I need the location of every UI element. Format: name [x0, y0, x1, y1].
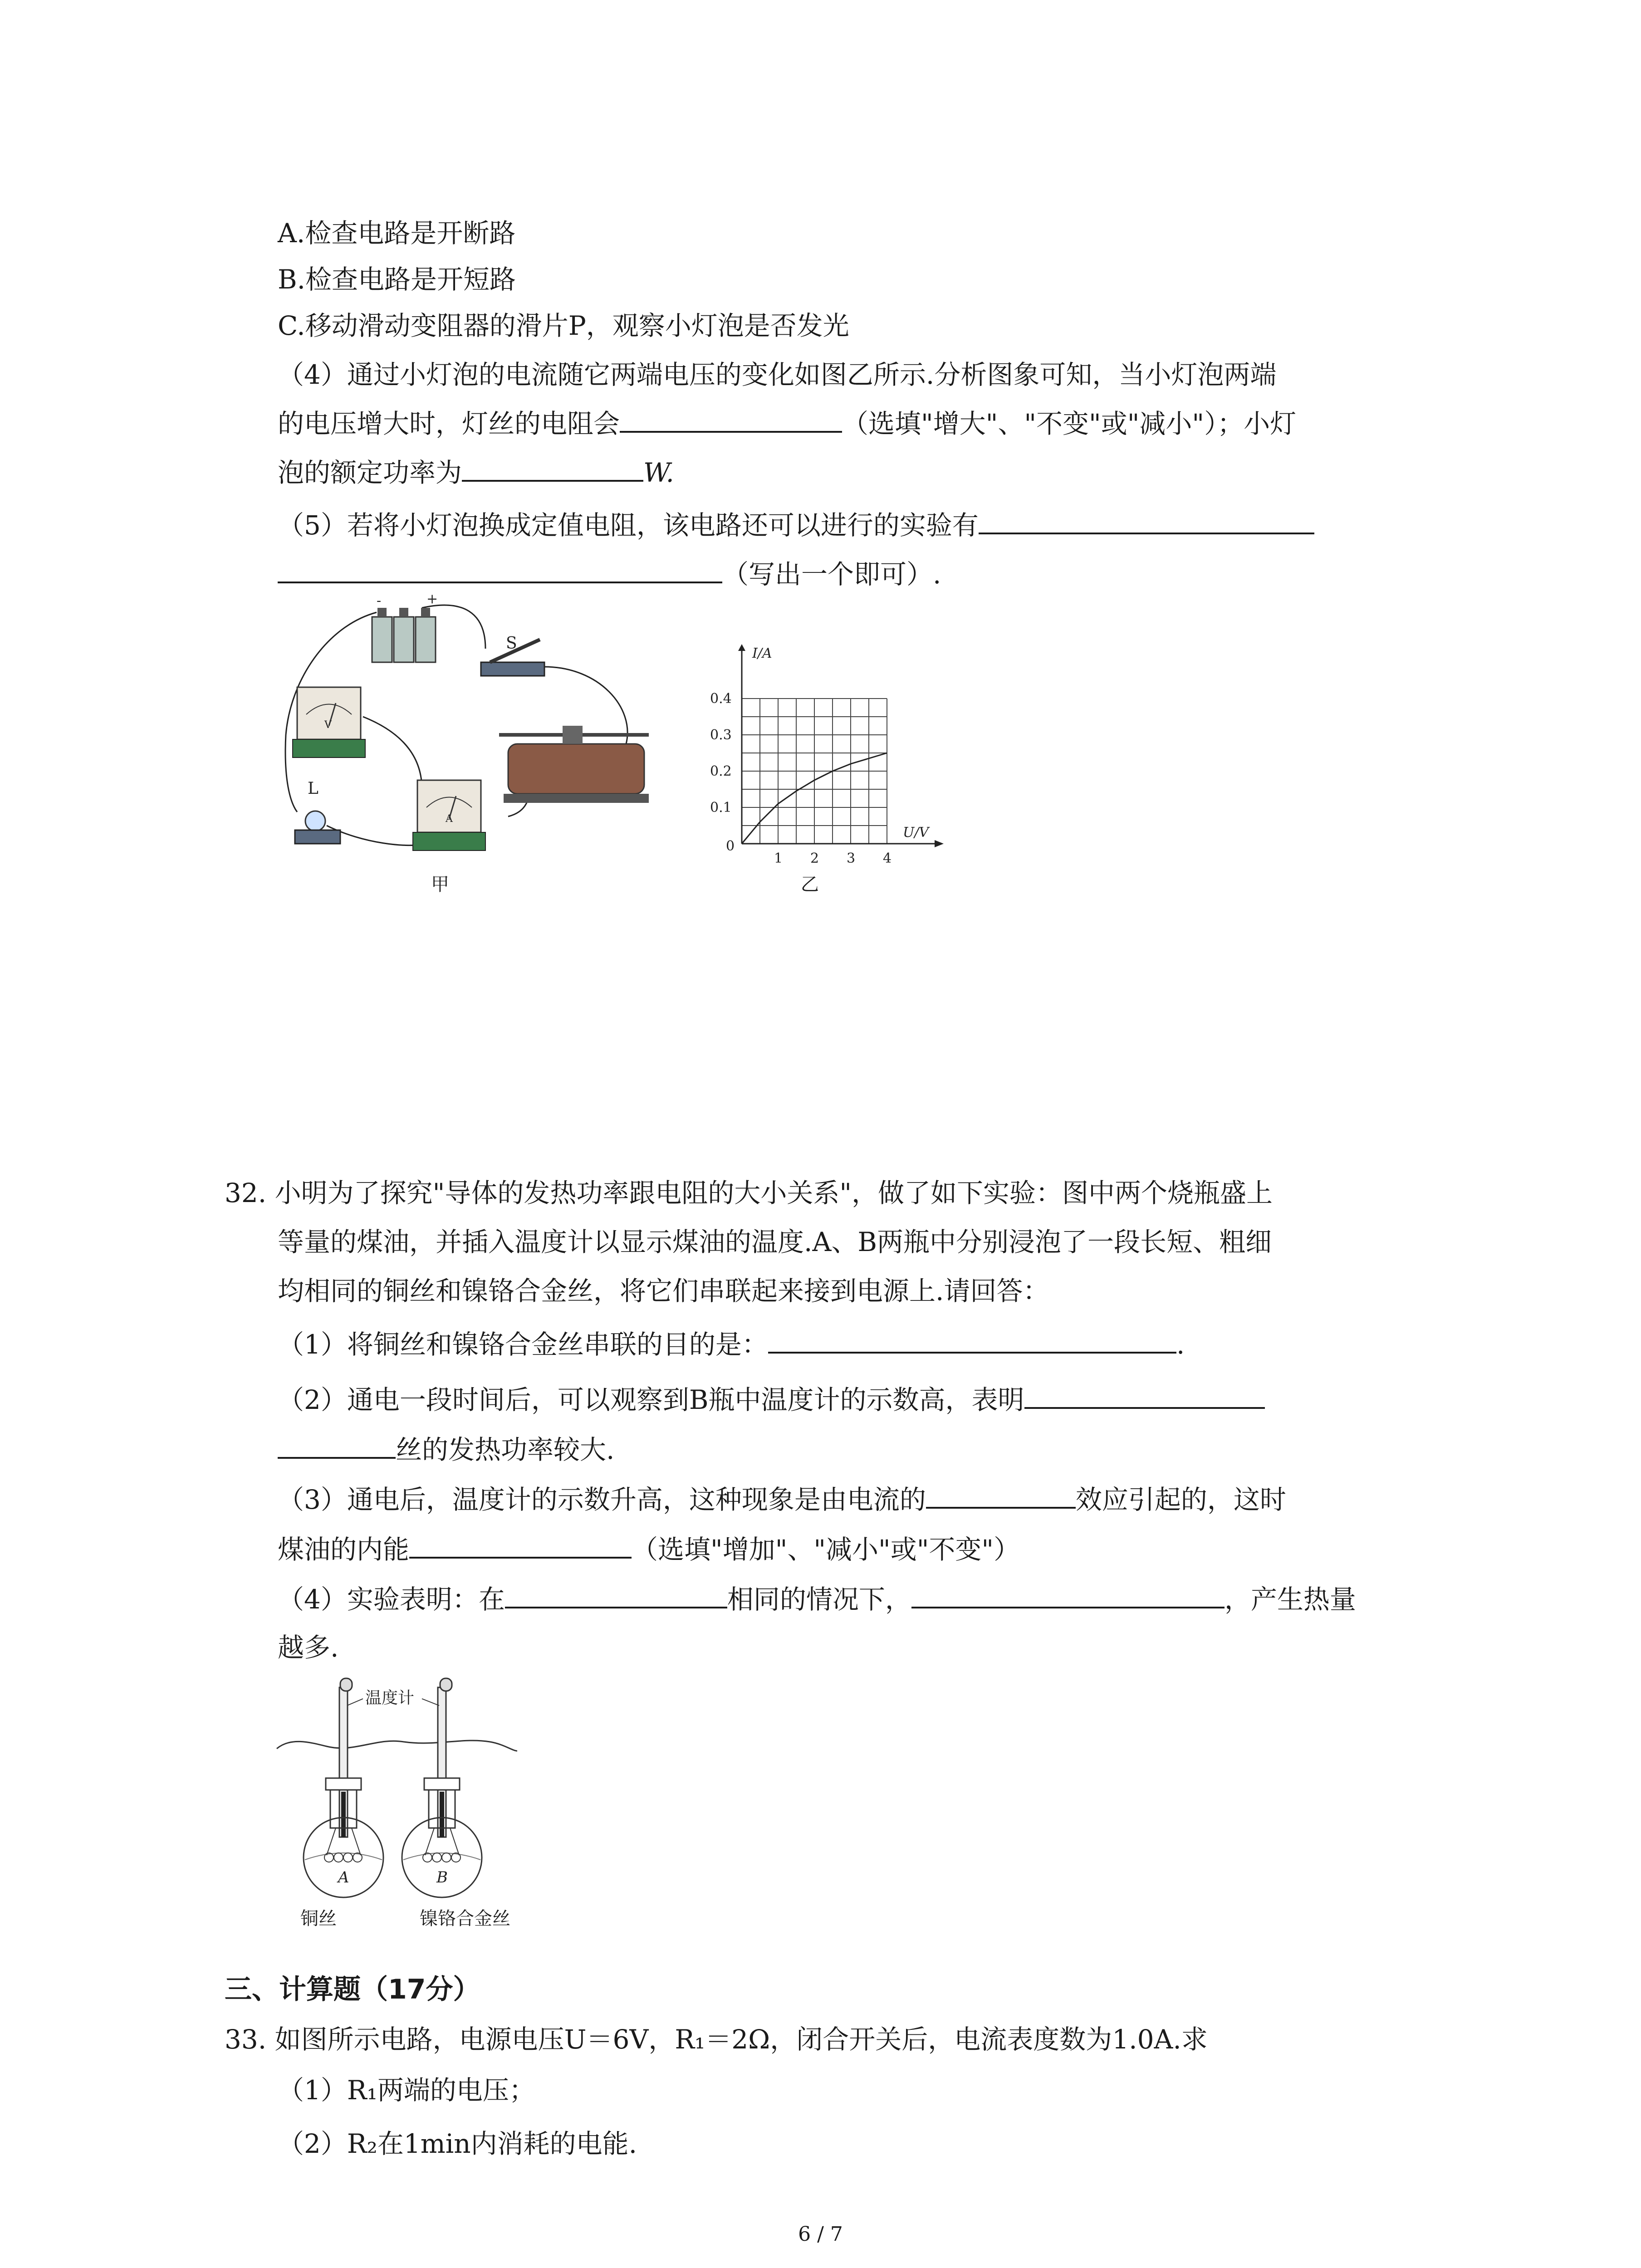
voltmeter-icon — [293, 687, 365, 758]
copper-wire-label: 铜丝 — [300, 1908, 337, 1929]
flask-a-label: A — [338, 1868, 349, 1887]
q31-part5-line2 — [278, 558, 941, 591]
q32-part4-line2: 越多. — [278, 1632, 339, 1663]
y-tick-label: 0.3 — [710, 727, 732, 743]
switch-label: S — [506, 634, 517, 653]
q31-part5-text: （5）若将小灯泡换成定值电阻，该电路还可以进行的实验有 — [278, 510, 979, 541]
section-heading: 三、计算题（17分） — [225, 1974, 480, 2005]
ammeter-label: A — [446, 813, 453, 825]
chart-axes — [738, 644, 944, 847]
x-tick-label: 1 — [774, 850, 783, 866]
switch-icon — [481, 634, 544, 676]
option-a: A.检查电路是开断路 — [278, 218, 516, 249]
q33-part1: （1）R₁两端的电压； — [278, 2075, 535, 2106]
iu-graph — [699, 644, 953, 871]
battery-icon — [372, 591, 438, 662]
q32-part1-end: . — [1176, 1329, 1185, 1360]
q32-line2: 等量的煤油，并插入温度计以显示煤油的温度.A、B两瓶中分别浸泡了一段长短、粗细 — [278, 1227, 1272, 1257]
q33-line1: 33. 如图所示电路，电源电压U＝6V，R₁＝2Ω，闭合开关后，电流表度数为1.0A.求 — [225, 2024, 1208, 2055]
q31-part4-line1: （4）通过小灯泡的电流随它两端电压的变化如图乙所示.分析图象可知，当小灯泡两端 — [278, 359, 1277, 390]
q32-part2-line1 — [278, 1383, 1265, 1416]
lamp-label: L — [308, 779, 318, 798]
q32-part3-line2 — [278, 1533, 1020, 1566]
answer-blank-wire-b[interactable] — [278, 1433, 396, 1459]
q32-part4-text-c: ，产生热量 — [1224, 1584, 1356, 1615]
q32-part3-text-c: 煤油的内能 — [278, 1534, 410, 1565]
circuit-apparatus-figure — [272, 590, 681, 871]
q32-part4-text-a: （4）实验表明：在 — [278, 1584, 505, 1615]
y-tick-label: 0.2 — [710, 763, 732, 779]
q31-unit-w: W. — [643, 457, 674, 488]
option-c: C.移动滑动变阻器的滑片P，观察小灯泡是否发光 — [278, 310, 849, 341]
figure-jia-caption: 甲 — [431, 874, 449, 895]
q31-part4-line3 — [278, 456, 674, 489]
q32-part1-text: （1）将铜丝和镍铬合金丝串联的目的是： — [278, 1329, 768, 1360]
q31-part4-text-b: （选填"增大"、"不变"或"减小"）；小灯 — [842, 408, 1297, 439]
thermometer-icon — [438, 1678, 452, 1837]
q31-part5-line1 — [278, 509, 1314, 542]
chart-grid — [742, 699, 887, 844]
q32-part2-line2 — [278, 1433, 614, 1466]
answer-blank-experiment-a[interactable] — [979, 509, 1314, 534]
answer-blank-resistance[interactable] — [620, 407, 842, 433]
voltmeter-label: V — [324, 719, 332, 731]
q32-line1: 32. 小明为了探究"导体的发热功率跟电阻的大小关系"，做了如下实验：图中两个烧瓶盛上 — [225, 1178, 1273, 1208]
flask-b-label: B — [436, 1868, 448, 1887]
q31-part4-text-a: 的电压增大时，灯丝的电阻会 — [278, 408, 620, 439]
figure-yi-caption: 乙 — [801, 874, 819, 895]
nichrome-wire-label: 镍铬合金丝 — [420, 1908, 510, 1929]
x-axis-label: U/V — [903, 825, 929, 841]
q32-part4-line1 — [278, 1583, 1356, 1616]
page-number: 6 / 7 — [798, 2223, 843, 2246]
answer-blank-wire-a[interactable] — [1024, 1383, 1265, 1409]
x-tick-label: 2 — [810, 850, 819, 866]
rheostat-icon — [499, 726, 649, 803]
answer-blank-condition[interactable] — [505, 1583, 727, 1608]
thermometer-icon — [339, 1678, 352, 1837]
q32-part3-line1 — [278, 1483, 1286, 1516]
q32-part3-text-a: （3）通电后，温度计的示数升高，这种现象是由电流的 — [278, 1484, 926, 1515]
q32-part2-text-a: （2）通电一段时间后，可以观察到B瓶中温度计的示数高，表明 — [278, 1384, 1024, 1415]
q32-part4-text-b: 相同的情况下， — [727, 1584, 911, 1615]
y-tick-label: 0.4 — [710, 691, 732, 707]
q31-part5-text-end: （写出一个即可）. — [722, 559, 941, 590]
q32-line3: 均相同的铜丝和镍铬合金丝，将它们串联起来接到电源上.请回答： — [278, 1276, 1049, 1306]
lamp-icon — [295, 779, 340, 844]
answer-blank-effect[interactable] — [926, 1483, 1076, 1509]
q32-part3-text-d: （选填"增加"、"减小"或"不变"） — [632, 1534, 1020, 1565]
svg-text:-: - — [377, 593, 382, 609]
x-tick-label: 3 — [847, 850, 856, 866]
q32-part3-text-b: 效应引起的，这时 — [1075, 1484, 1286, 1515]
answer-blank-internal-energy[interactable] — [409, 1533, 632, 1559]
ammeter-icon — [413, 780, 485, 850]
answer-blank-conclusion[interactable] — [911, 1583, 1225, 1608]
y-tick-label: 0.1 — [710, 800, 732, 816]
x-tick-label: 4 — [883, 850, 892, 866]
q31-part4-line2 — [278, 407, 1296, 440]
answer-blank-power[interactable] — [462, 456, 643, 482]
chart-tick-labels — [710, 691, 892, 866]
svg-text:+: + — [426, 591, 438, 607]
y-axis-label: I/A — [752, 645, 772, 661]
q33-part2: （2）R₂在1min内消耗的电能. — [278, 2128, 637, 2159]
thermometer-label: 温度计 — [365, 1689, 415, 1707]
q32-part2-text-b: 丝的发热功率较大. — [396, 1434, 615, 1465]
q32-part1 — [278, 1328, 1185, 1361]
flask-apparatus-figure — [272, 1674, 526, 1919]
origin-label: 0 — [726, 838, 735, 854]
q31-part4-text-c: 泡的额定功率为 — [278, 457, 462, 488]
option-b: B.检查电路是开短路 — [278, 264, 516, 295]
answer-blank-experiment-b[interactable] — [278, 558, 722, 583]
answer-blank-series-purpose[interactable] — [768, 1328, 1176, 1354]
